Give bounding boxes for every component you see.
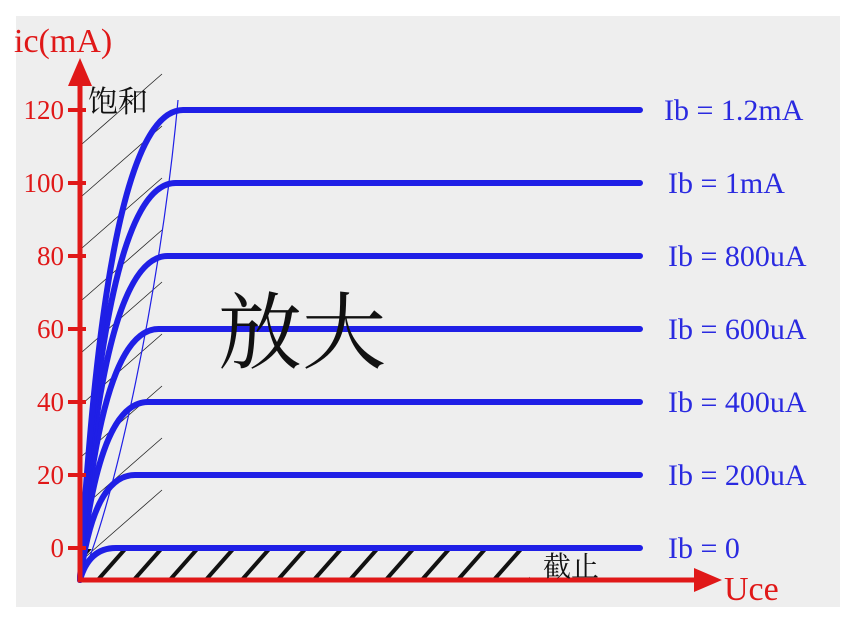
cutoff-hatch-line (384, 548, 414, 582)
curve-labels (664, 94, 807, 565)
y-axis-arrow (68, 58, 92, 86)
curve-label: Ib = 1mA (668, 167, 785, 200)
curve-label: Ib = 200uA (668, 459, 807, 492)
curve-label: Ib = 600uA (668, 313, 807, 346)
cutoff-hatch-line (132, 548, 162, 582)
cutoff-hatch-line (492, 548, 522, 582)
y-tick-label: 20 (37, 460, 64, 490)
y-axis-title: ic(mA) (14, 23, 113, 60)
amplification-region-label: 放大 (218, 284, 387, 382)
curve-label: Ib = 1.2mA (664, 94, 804, 127)
cutoff-hatch-line (312, 548, 342, 582)
y-tick-label: 100 (23, 168, 64, 198)
cutoff-hatch-line (420, 548, 450, 582)
x-axis-arrow (694, 568, 722, 592)
y-tick-label: 0 (50, 533, 64, 563)
x-axis-title: Uce (724, 571, 779, 608)
y-tick-label: 40 (37, 387, 64, 417)
cutoff-hatch-line (168, 548, 198, 582)
axes (68, 58, 722, 592)
cutoff-hatch-line (348, 548, 378, 582)
curve-label: Ib = 400uA (668, 386, 807, 419)
cutoff-hatch-line (240, 548, 270, 582)
y-tick-label: 120 (23, 95, 64, 125)
cutoff-region-label: 截止 (543, 550, 600, 583)
cutoff-hatch-line (204, 548, 234, 582)
y-tick-label: 80 (37, 241, 64, 271)
cutoff-region-hatch (60, 548, 558, 582)
saturation-hatch-line (82, 282, 162, 352)
y-tick-label: 60 (37, 314, 64, 344)
curve-label: Ib = 800uA (668, 240, 807, 273)
curve-label: Ib = 0 (668, 532, 740, 565)
cutoff-hatch-line (276, 548, 306, 582)
saturation-region-label: 饱和 (88, 85, 148, 120)
y-ticks (24, 95, 87, 563)
cutoff-hatch-line (456, 548, 486, 582)
